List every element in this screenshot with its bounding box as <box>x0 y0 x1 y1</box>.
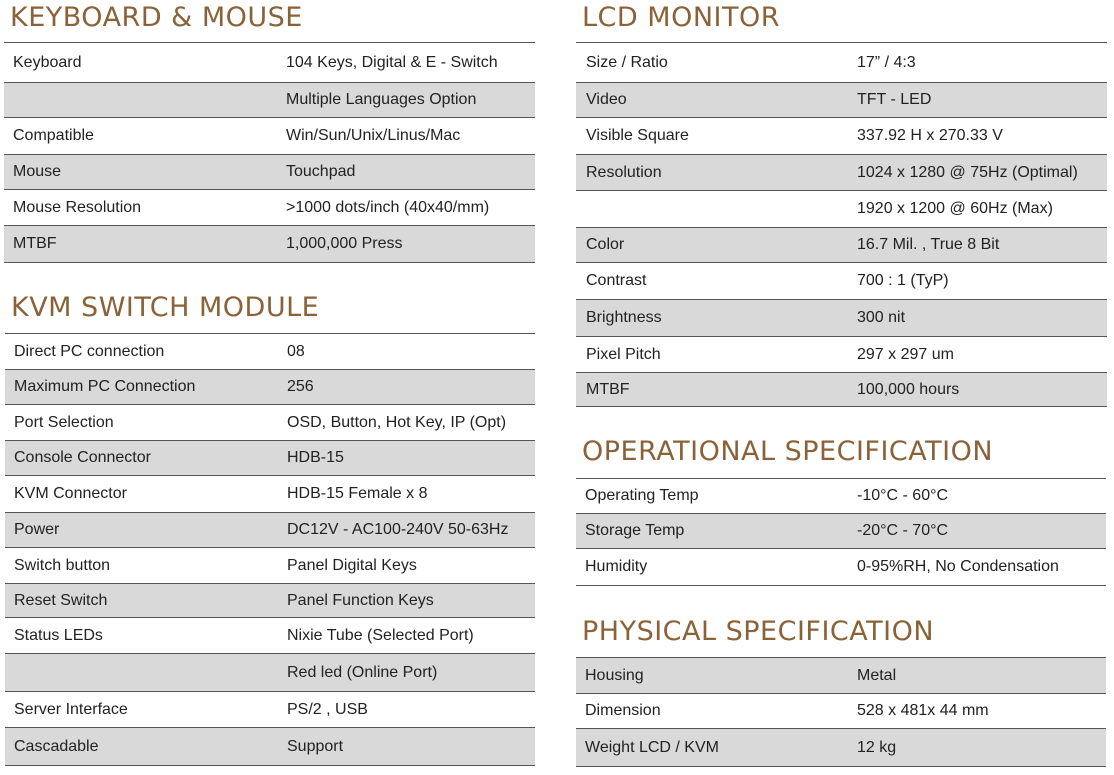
spec-row <box>4 118 535 155</box>
spec-row <box>576 43 1107 83</box>
spec-label: Cascadable <box>14 737 99 755</box>
spec-value: 700 : 1 (TyP) <box>857 272 949 289</box>
keyboard-mouse-title: KEYBOARD & MOUSE <box>10 2 303 33</box>
spec-value: >1000 dots/inch (40x40/mm) <box>286 198 490 216</box>
spec-value: 12 kg <box>857 738 897 756</box>
spec-value: 337.92 H x 270.33 V <box>857 127 1003 144</box>
spec-row <box>5 654 535 692</box>
spec-value: 0-95%RH, No Condensation <box>857 558 1059 575</box>
spec-value: Panel Function Keys <box>287 591 434 609</box>
spec-value: OSD, Button, Hot Key, IP (Opt) <box>287 413 507 431</box>
spec-value: Panel Digital Keys <box>287 556 417 574</box>
spec-row <box>576 263 1107 300</box>
spec-row <box>5 370 535 405</box>
spec-label: Maximum PC Connection <box>14 378 196 395</box>
spec-label: Compatible <box>13 127 94 144</box>
spec-row <box>576 658 1106 694</box>
spec-value: Touchpad <box>286 163 356 180</box>
spec-label: Keyboard <box>13 53 82 71</box>
spec-label: Resolution <box>586 163 662 181</box>
spec-row <box>5 728 535 766</box>
spec-row <box>5 476 535 513</box>
spec-value: Metal <box>857 666 897 684</box>
spec-row <box>5 548 535 584</box>
spec-value: 1920 x 1200 @ 60Hz (Max) <box>857 200 1053 217</box>
physical-title: PHYSICAL SPECIFICATION <box>582 616 935 647</box>
spec-row <box>576 479 1106 514</box>
operational-table <box>576 478 1106 586</box>
spec-row <box>576 694 1106 729</box>
spec-value: HDB-15 <box>287 449 344 466</box>
physical-table <box>576 657 1106 767</box>
operational-section <box>576 436 1106 586</box>
spec-value: 08 <box>287 342 305 360</box>
spec-row <box>576 729 1106 767</box>
spec-value: 16.7 Mil. , True 8 Bit <box>857 236 1000 253</box>
spec-row <box>576 155 1107 191</box>
operational-title: OPERATIONAL SPECIFICATION <box>582 436 994 467</box>
spec-row <box>5 618 535 654</box>
kvm-switch-section <box>5 292 535 770</box>
spec-value: Win/Sun/Unix/Linus/Mac <box>286 127 461 144</box>
spec-label: Housing <box>585 666 644 684</box>
spec-row <box>576 373 1107 407</box>
physical-section <box>576 616 1106 768</box>
spec-label: Brightness <box>586 309 662 326</box>
spec-label: Visible Square <box>586 127 689 144</box>
kvm-switch-table <box>5 333 535 766</box>
spec-label: Contrast <box>586 272 647 289</box>
lcd-monitor-section <box>576 2 1107 408</box>
spec-row <box>4 83 535 118</box>
spec-label: Dimension <box>585 702 661 719</box>
spec-row <box>5 584 535 618</box>
spec-label: Mouse Resolution <box>13 198 142 216</box>
spec-row <box>576 191 1107 228</box>
spec-label: Mouse <box>13 163 62 180</box>
spec-value: Multiple Languages Option <box>286 91 477 108</box>
spec-row <box>576 83 1107 118</box>
spec-value: 100,000 hours <box>857 380 960 398</box>
spec-label: Switch button <box>14 556 111 574</box>
spec-value: 256 <box>287 378 314 395</box>
spec-label: Console Connector <box>14 449 151 466</box>
spec-label: Pixel Pitch <box>586 345 661 363</box>
keyboard-mouse-section <box>4 2 535 264</box>
spec-row <box>5 692 535 728</box>
spec-row <box>4 155 535 190</box>
spec-label: Storage Temp <box>585 522 685 539</box>
spec-label: KVM Connector <box>14 485 127 502</box>
spec-row <box>576 300 1107 337</box>
spec-row <box>576 228 1107 263</box>
spec-value: Support <box>287 737 344 755</box>
spec-value: DC12V - AC100-240V 50-63Hz <box>287 521 509 538</box>
spec-label: Port Selection <box>14 413 114 431</box>
spec-row <box>576 337 1107 373</box>
spec-row <box>5 334 535 370</box>
spec-value: 104 Keys, Digital & E - Switch <box>286 53 498 71</box>
kvm-switch-title: KVM SWITCH MODULE <box>11 292 320 323</box>
spec-label: Weight LCD / KVM <box>585 738 719 756</box>
spec-row <box>5 513 535 548</box>
spec-label: Video <box>586 91 627 108</box>
spec-row <box>5 405 535 441</box>
spec-label: MTBF <box>13 235 57 252</box>
spec-label: Server Interface <box>14 700 128 718</box>
spec-value: 17” / 4:3 <box>857 53 916 71</box>
spec-label: Direct PC connection <box>14 342 165 360</box>
spec-label: Size / Ratio <box>586 53 668 71</box>
lcd-monitor-title: LCD MONITOR <box>582 2 780 33</box>
keyboard-mouse-table <box>4 42 535 263</box>
spec-label: Operating Temp <box>585 487 699 504</box>
spec-value: -10°C - 60°C <box>857 487 949 504</box>
spec-row <box>576 118 1107 155</box>
spec-row <box>4 43 535 83</box>
spec-value: 528 x 481x 44 mm <box>857 702 989 719</box>
spec-label: MTBF <box>586 380 630 398</box>
spec-value: HDB-15 Female x 8 <box>287 485 428 502</box>
spec-value: 1024 x 1280 @ 75Hz (Optimal) <box>857 163 1078 181</box>
spec-row <box>4 226 535 263</box>
spec-value: PS/2 , USB <box>287 700 368 718</box>
spec-value: Nixie Tube (Selected Port) <box>287 626 474 644</box>
spec-value: 1,000,000 Press <box>286 235 403 252</box>
spec-label: Status LEDs <box>14 626 103 644</box>
spec-value: -20°C - 70°C <box>857 522 949 539</box>
spec-value: TFT - LED <box>857 91 932 108</box>
spec-row <box>4 190 535 226</box>
spec-row <box>576 514 1106 549</box>
lcd-monitor-table <box>576 42 1107 407</box>
spec-value: 297 x 297 um <box>857 345 954 363</box>
spec-value: Red led (Online Port) <box>287 663 438 681</box>
spec-label: Reset Switch <box>14 591 108 609</box>
spec-row <box>576 549 1106 586</box>
spec-value: 300 nit <box>857 309 906 326</box>
spec-row <box>5 441 535 476</box>
spec-label: Humidity <box>585 558 648 575</box>
spec-label: Power <box>14 521 60 538</box>
spec-label: Color <box>586 236 625 253</box>
